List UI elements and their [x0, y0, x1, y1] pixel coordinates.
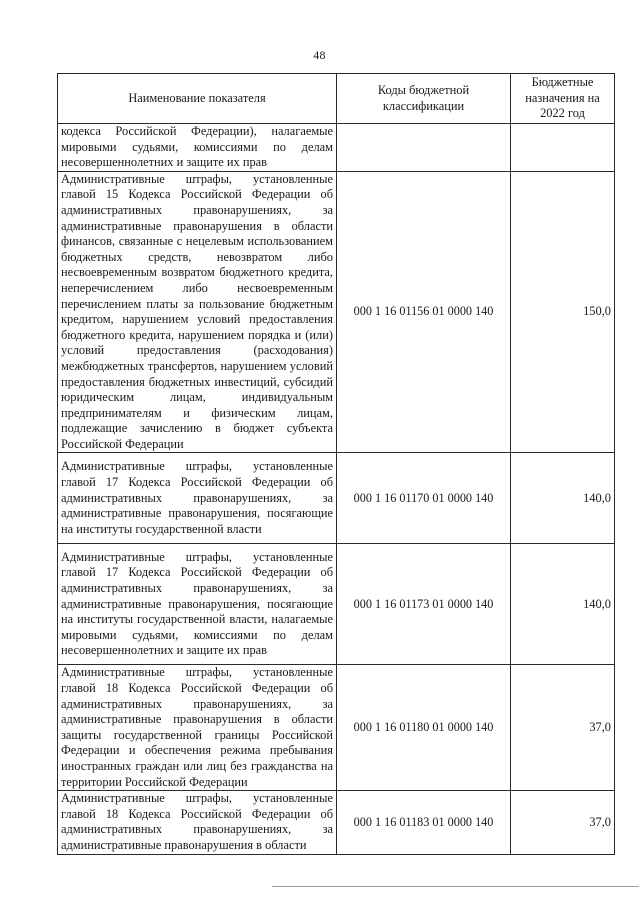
row-budget-code: 000 1 16 01170 01 0000 140 [337, 453, 511, 544]
row-indicator-name: Административные штрафы, установленные главой 18 Кодекса Российской Федерации об административных правонарушениях, за административные правонарушения в области [58, 791, 337, 854]
table-row [58, 453, 615, 544]
page-number: 48 [313, 48, 326, 62]
row-amount: 140,0 [511, 544, 615, 665]
row-budget-code: 000 1 16 01156 01 0000 140 [337, 171, 511, 453]
row-budget-code: 000 1 16 01183 01 0000 140 [337, 791, 511, 854]
row-budget-code: 000 1 16 01173 01 0000 140 [337, 544, 511, 665]
row-indicator-name: Административные штрафы, установленные главой 17 Кодекса Российской Федерации об административных правонарушениях, за административные правонарушения, посягающие на институты государственной власти [58, 453, 337, 544]
table-row [58, 124, 615, 172]
header-indicator-name: Наименование показателя [58, 74, 337, 124]
table-row [58, 665, 615, 791]
table-row [58, 171, 615, 453]
table-row [58, 544, 615, 665]
row-indicator-name: кодекса Российской Федерации), налагаемые мировыми судьями, комиссиями по делам несовершеннолетних и защите их прав [58, 124, 337, 172]
row-indicator-name: Административные штрафы, установленные главой 15 Кодекса Российской Федерации об административных правонарушениях, за административные правонарушения в области финансов, связанные с нецелевым использованием бюджетных средств, невозвратом либо несвоевременным возвратом бюджетного кредита, неперечислением либо несвоевременным перечислением платы за пользование бюджетным кредитом, нарушением условий предоставления бюджетного кредита, нарушением порядка и (или) условий предоставления (расходования) межбюджетных трансфертов, нарушением условий предоставления бюджетных инвестиций, субсидий юридическим лицам, индивидуальным предпринимателям и физическим лицам, подлежащие зачислению в бюджет субъекта Российской Федерации [58, 171, 337, 453]
row-budget-code [337, 124, 511, 172]
row-indicator-name: Административные штрафы, установленные главой 18 Кодекса Российской Федерации об административных правонарушениях, за административные правонарушения в области защиты государственной границы Российской Федерации и обеспечения режима пребывания иностранных граждан или лиц без гражданства на территории Российской Федерации [58, 665, 337, 791]
row-amount: 37,0 [511, 665, 615, 791]
row-amount: 140,0 [511, 453, 615, 544]
budget-table [57, 73, 615, 855]
row-budget-code: 000 1 16 01180 01 0000 140 [337, 665, 511, 791]
row-indicator-name: Административные штрафы, установленные главой 17 Кодекса Российской Федерации об административных правонарушениях, за административные правонарушения, посягающие на институты государственной власти, налагаемые мировыми судьями, комиссиями по делам несовершеннолетних и защите их прав [58, 544, 337, 665]
row-amount: 150,0 [511, 171, 615, 453]
header-budget-codes: Коды бюджетной классификации [337, 74, 511, 124]
header-budget-amount: Бюджетные назначения на 2022 год [511, 74, 615, 124]
table-row [58, 791, 615, 854]
scan-edge-line [272, 886, 639, 887]
row-amount [511, 124, 615, 172]
table-header-row [58, 74, 615, 124]
row-amount: 37,0 [511, 791, 615, 854]
